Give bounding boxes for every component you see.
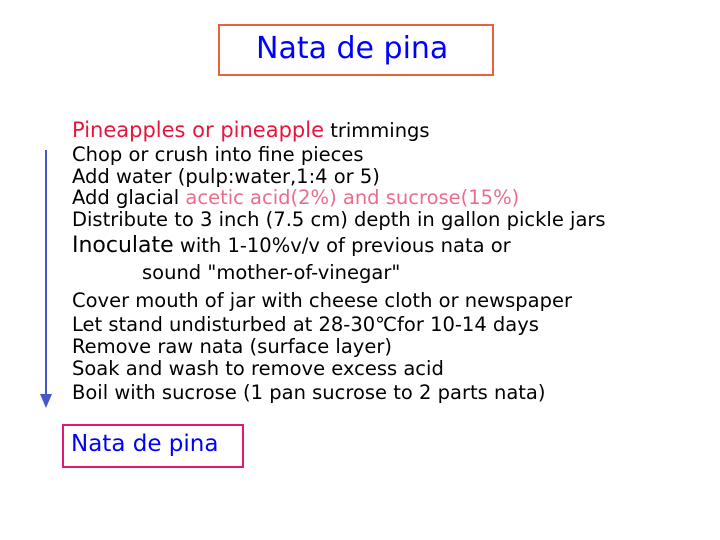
result-box <box>62 424 244 468</box>
add-acid-prefix: Add glacial <box>72 186 186 209</box>
step-chop: Chop or crush into fine pieces <box>72 143 364 166</box>
raw-material-highlight: Pineapples or pineapple <box>72 118 324 142</box>
page-title: Nata de pina <box>256 31 449 66</box>
step-inoculate-continued: sound "mother-of-vinegar" <box>142 261 401 284</box>
result-label: Nata de pina <box>71 431 219 457</box>
step-boil: Boil with sucrose (1 pan sucrose to 2 parts nata) <box>72 381 546 404</box>
step-soak: Soak and wash to remove excess acid <box>72 357 444 380</box>
step-remove: Remove raw nata (surface layer) <box>72 335 392 358</box>
inoculate-keyword: Inoculate <box>72 233 174 258</box>
step-add-water: Add water (pulp:water,1:4 or 5) <box>72 165 380 188</box>
step-raw-material <box>72 119 430 142</box>
inoculate-rest: with 1-10%v/v of previous nata or <box>173 234 511 257</box>
step-add-acid <box>72 187 519 209</box>
process-arrow-shaft <box>45 150 47 400</box>
down-arrow-icon <box>40 394 52 408</box>
raw-material-rest: trimmings <box>324 119 430 142</box>
step-inoculate <box>72 235 511 257</box>
step-cover: Cover mouth of jar with cheese cloth or newspaper <box>72 289 572 312</box>
add-acid-highlight: acetic acid(2%) and sucrose(15%) <box>185 186 520 209</box>
title-box <box>218 24 494 76</box>
step-stand: Let stand undisturbed at 28-30℃for 10-14 days <box>72 313 539 336</box>
step-distribute: Distribute to 3 inch (7.5 cm) depth in gallon pickle jars <box>72 208 606 231</box>
